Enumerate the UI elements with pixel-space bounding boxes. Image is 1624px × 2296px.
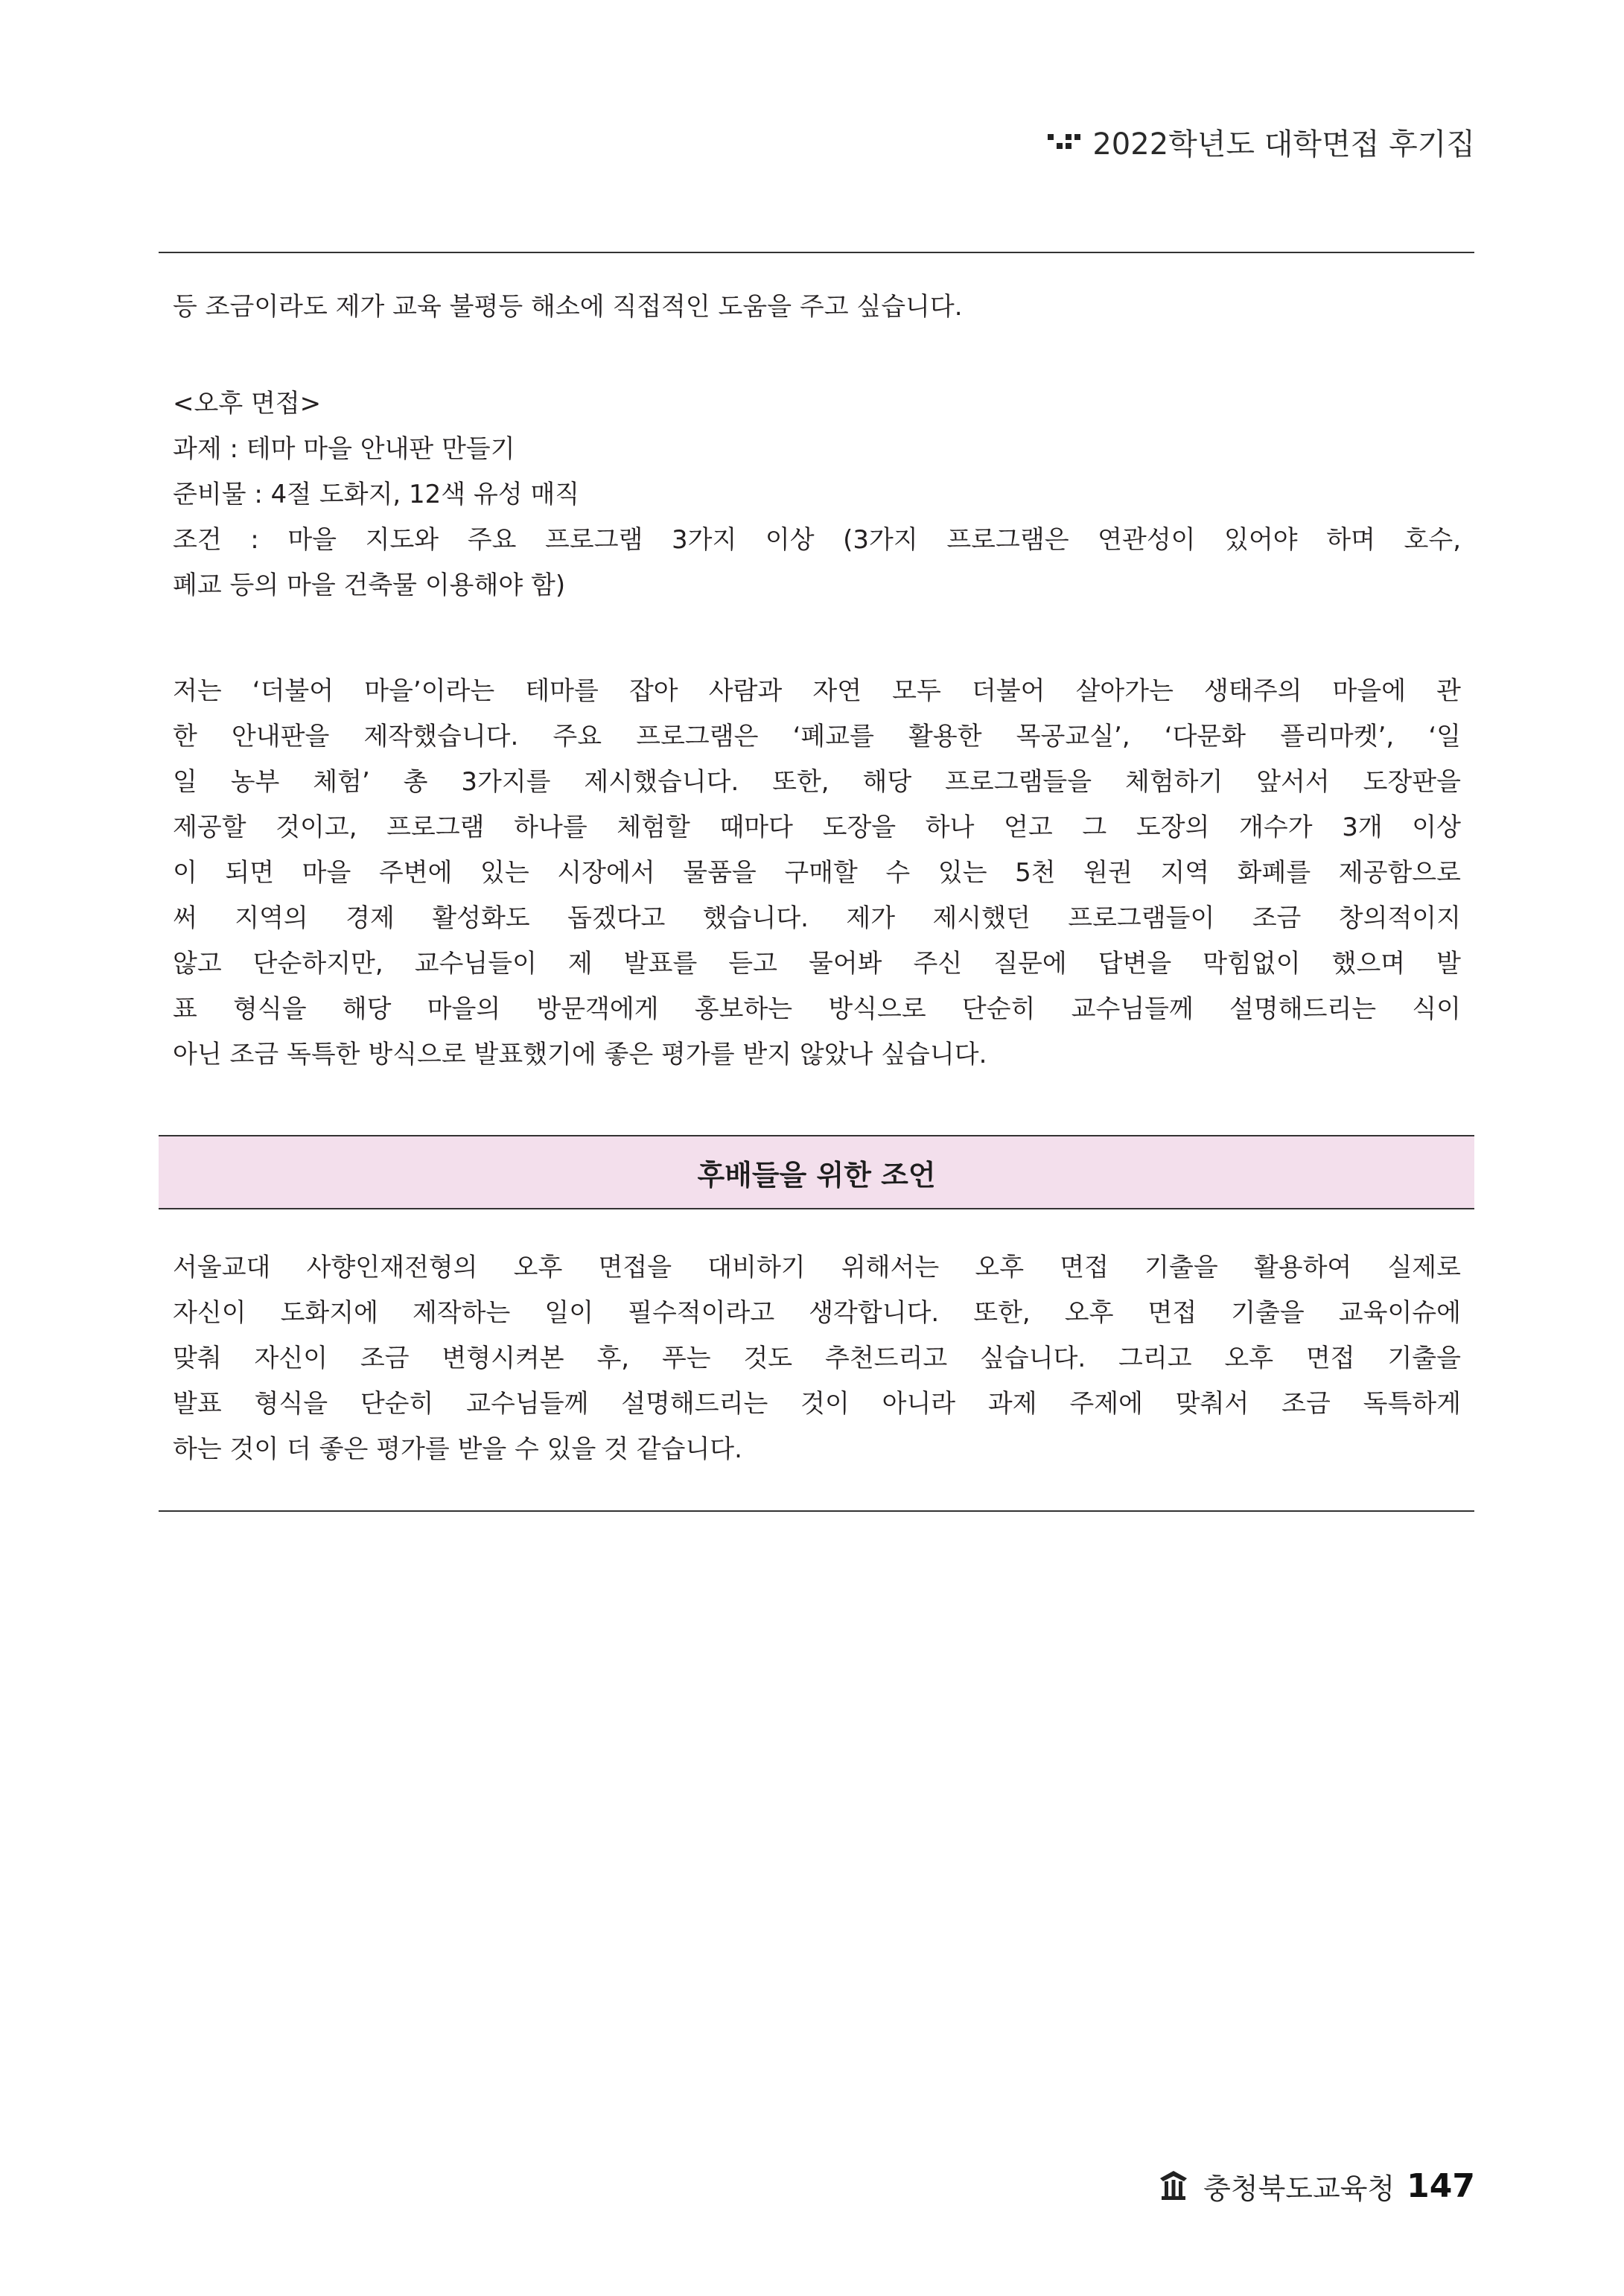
page-header <box>1048 119 1475 164</box>
task-materials: 준비물 : 4절 도화지, 12색 유성 매직 <box>173 480 580 509</box>
bottom-rule <box>159 1510 1474 1512</box>
advice-title: 후배들을 위한 조언 <box>697 1158 936 1192</box>
text-line: 자신이 도화지에 제작하는 일이 필수적이라고 생각합니다. 또한, 오후 면접 기출을 교육이슈에 <box>173 1298 1461 1328</box>
advice-banner <box>159 1135 1474 1209</box>
text-line: 아닌 조금 독특한 방식으로 발표했기에 좋은 평가를 받지 않았나 싶습니다. <box>173 1040 987 1069</box>
text-line: 발표 형식을 단순히 교수님들께 설명해드리는 것이 아니라 과제 주제에 맞춰서 조금 독특하게 <box>173 1389 1461 1419</box>
text-line: 하는 것이 더 좋은 평가를 받을 수 있을 것 같습니다. <box>173 1434 742 1464</box>
top-rule <box>159 252 1474 253</box>
text-line: 저는 ‘더불어 마을’이라는 테마를 잡아 사람과 자연 모두 더불어 살아가는 생태주의 마을에 관 <box>173 676 1461 706</box>
text-line: 표 형식을 해당 마을의 방문객에게 홍보하는 방식으로 단순히 교수님들께 설명해드리는 식이 <box>173 994 1461 1024</box>
text-line: 일 농부 체험’ 총 3가지를 제시했습니다. 또한, 해당 프로그램들을 체험하기 앞서서 도장판을 <box>173 767 1461 797</box>
task-conditions-cont: 폐교 등의 마을 건축물 이용해야 함) <box>173 570 566 600</box>
page-footer <box>1156 2160 1475 2212</box>
task-block <box>173 381 1461 608</box>
text-line: 제공할 것이고, 프로그램 하나를 체험할 때마다 도장을 하나 얻고 그 도장의 개수가 3개 이상 <box>173 812 1461 842</box>
paragraph-experience <box>173 669 1461 1078</box>
education-office-logo-icon <box>1156 2168 1191 2204</box>
task-heading: <오후 면접> <box>173 389 322 419</box>
text-line: 등 조금이라도 제가 교육 불평등 해소에 직접적인 도움을 주고 싶습니다. <box>173 292 963 322</box>
text-line: 써 지역의 경제 활성화도 돕겠다고 했습니다. 제가 제시했던 프로그램들이 조금 창의적이지 <box>173 903 1461 933</box>
text-line: 맞춰 자신이 조금 변형시켜본 후, 푸는 것도 추천드리고 싶습니다. 그리고 오후 면접 기출을 <box>173 1343 1461 1373</box>
text-line: 않고 단순하지만, 교수님들이 제 발표를 듣고 물어봐 주신 질문에 답변을 막힘없이 했으며 발 <box>173 949 1461 979</box>
footer-org: 충청북도교육청 <box>1203 2172 1395 2205</box>
task-assignment: 과제 : 테마 마을 안내판 만들기 <box>173 434 515 464</box>
text-line: 서울교대 사향인재전형의 오후 면접을 대비하기 위해서는 오후 면접 기출을 활용하여 실제로 <box>173 1253 1461 1282</box>
page-number: 147 <box>1407 2166 1475 2205</box>
advice-text <box>173 1245 1461 1472</box>
task-conditions: 조건 : 마을 지도와 주요 프로그램 3가지 이상 (3가지 프로그램은 연관성이 있어야 하며 호수, <box>173 525 1461 555</box>
text-line: 이 되면 마을 주변에 있는 시장에서 물품을 구매할 수 있는 5천 원권 지역 화폐를 제공함으로 <box>173 858 1461 888</box>
text-line: 한 안내판을 제작했습니다. 주요 프로그램은 ‘폐교를 활용한 목공교실’, ‘다문화 플리마켓’, ‘일 <box>173 722 1461 751</box>
header-title: 2022학년도 대학면접 후기집 <box>1092 127 1475 162</box>
checker-dots-icon <box>1048 134 1080 149</box>
paragraph-intro <box>173 284 1461 330</box>
